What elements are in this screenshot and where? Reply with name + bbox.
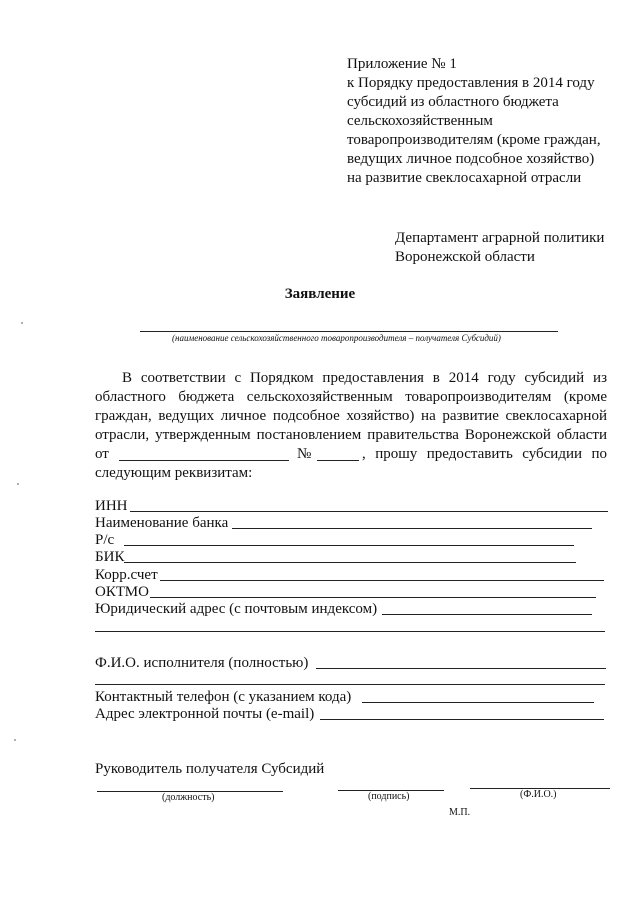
inn-label: ИНН xyxy=(95,498,128,514)
recipient-block xyxy=(395,229,604,267)
bik-label: БИК xyxy=(95,549,125,565)
bank-field[interactable] xyxy=(232,528,592,529)
legal-address-field[interactable] xyxy=(382,614,592,615)
from-label: от xyxy=(95,446,109,462)
phone-field[interactable] xyxy=(362,702,594,703)
scan-speck xyxy=(14,739,16,741)
application-body xyxy=(95,369,607,483)
oktmo-label: ОКТМО xyxy=(95,584,149,600)
applicant-caption: (наименование сельскохозяйственного товаропроизводителя – получателя Субсидий) xyxy=(172,333,501,343)
annex-line: на развитие свеклосахарной отрасли xyxy=(347,170,582,186)
applicant-name-line[interactable] xyxy=(140,331,558,332)
body-line: следующим реквизитам: xyxy=(95,465,253,481)
head-label: Руководитель получателя Субсидий xyxy=(95,761,325,777)
body-line-date xyxy=(95,445,607,464)
stamp-place: М.П. xyxy=(449,807,471,818)
annex-line: товаропроизводителям (кроме граждан, xyxy=(347,132,601,148)
date-field[interactable] xyxy=(119,460,289,461)
number-field[interactable] xyxy=(317,460,359,461)
scan-speck xyxy=(17,483,19,485)
executor-label: Ф.И.О. исполнителя (полностью) xyxy=(95,655,309,671)
email-label: Адрес электронной почты (e-mail) xyxy=(95,706,315,722)
document-title: Заявление xyxy=(284,286,356,302)
legal-address-label: Юридический адрес (с почтовым индексом) xyxy=(95,601,378,617)
corr-account-field[interactable] xyxy=(160,580,604,581)
annex-header xyxy=(347,55,627,188)
annex-line: субсидий из областного бюджета xyxy=(347,94,559,110)
oktmo-field[interactable] xyxy=(150,597,596,598)
body-line: областного бюджета сельскохозяйственным товаропроизводителям (кроме xyxy=(95,389,607,405)
annex-line: Приложение № 1 xyxy=(347,56,457,72)
annex-line: ведущих личное подсобное хозяйство) xyxy=(347,151,595,167)
bik-field[interactable] xyxy=(124,562,576,563)
phone-label: Контактный телефон (с указанием кода) xyxy=(95,689,352,705)
bank-label: Наименование банка xyxy=(95,515,229,531)
number-label: № xyxy=(297,446,312,462)
legal-address-field-continued[interactable] xyxy=(95,631,605,632)
name-caption: (Ф.И.О.) xyxy=(520,789,557,800)
email-field[interactable] xyxy=(320,719,604,720)
account-label: Р/с xyxy=(95,532,115,548)
annex-line: к Порядку предоставления в 2014 году xyxy=(347,75,595,91)
scan-speck xyxy=(21,322,23,324)
inn-field[interactable] xyxy=(130,511,608,512)
annex-line: сельскохозяйственным xyxy=(347,113,493,129)
account-field[interactable] xyxy=(124,545,574,546)
body-line: отрасли, утвержденным постановлением правительства Воронежской области xyxy=(95,427,607,443)
request-text: , прошу предоставить субсидии по xyxy=(362,446,607,462)
recipient-line: Воронежской области xyxy=(395,249,535,265)
corr-account-label: Корр.счет xyxy=(95,567,158,583)
body-line: В соответствии с Порядком предоставления в 2014 году субсидий из xyxy=(122,370,607,386)
executor-field[interactable] xyxy=(316,668,606,669)
position-caption: (должность) xyxy=(162,792,215,803)
recipient-line: Департамент аграрной политики xyxy=(395,230,605,246)
body-line: граждан, ведущих личное подсобное хозяйство) на развитие свеклосахарной xyxy=(95,408,607,424)
signature-caption: (подпись) xyxy=(368,791,410,802)
executor-field-continued[interactable] xyxy=(95,684,605,685)
